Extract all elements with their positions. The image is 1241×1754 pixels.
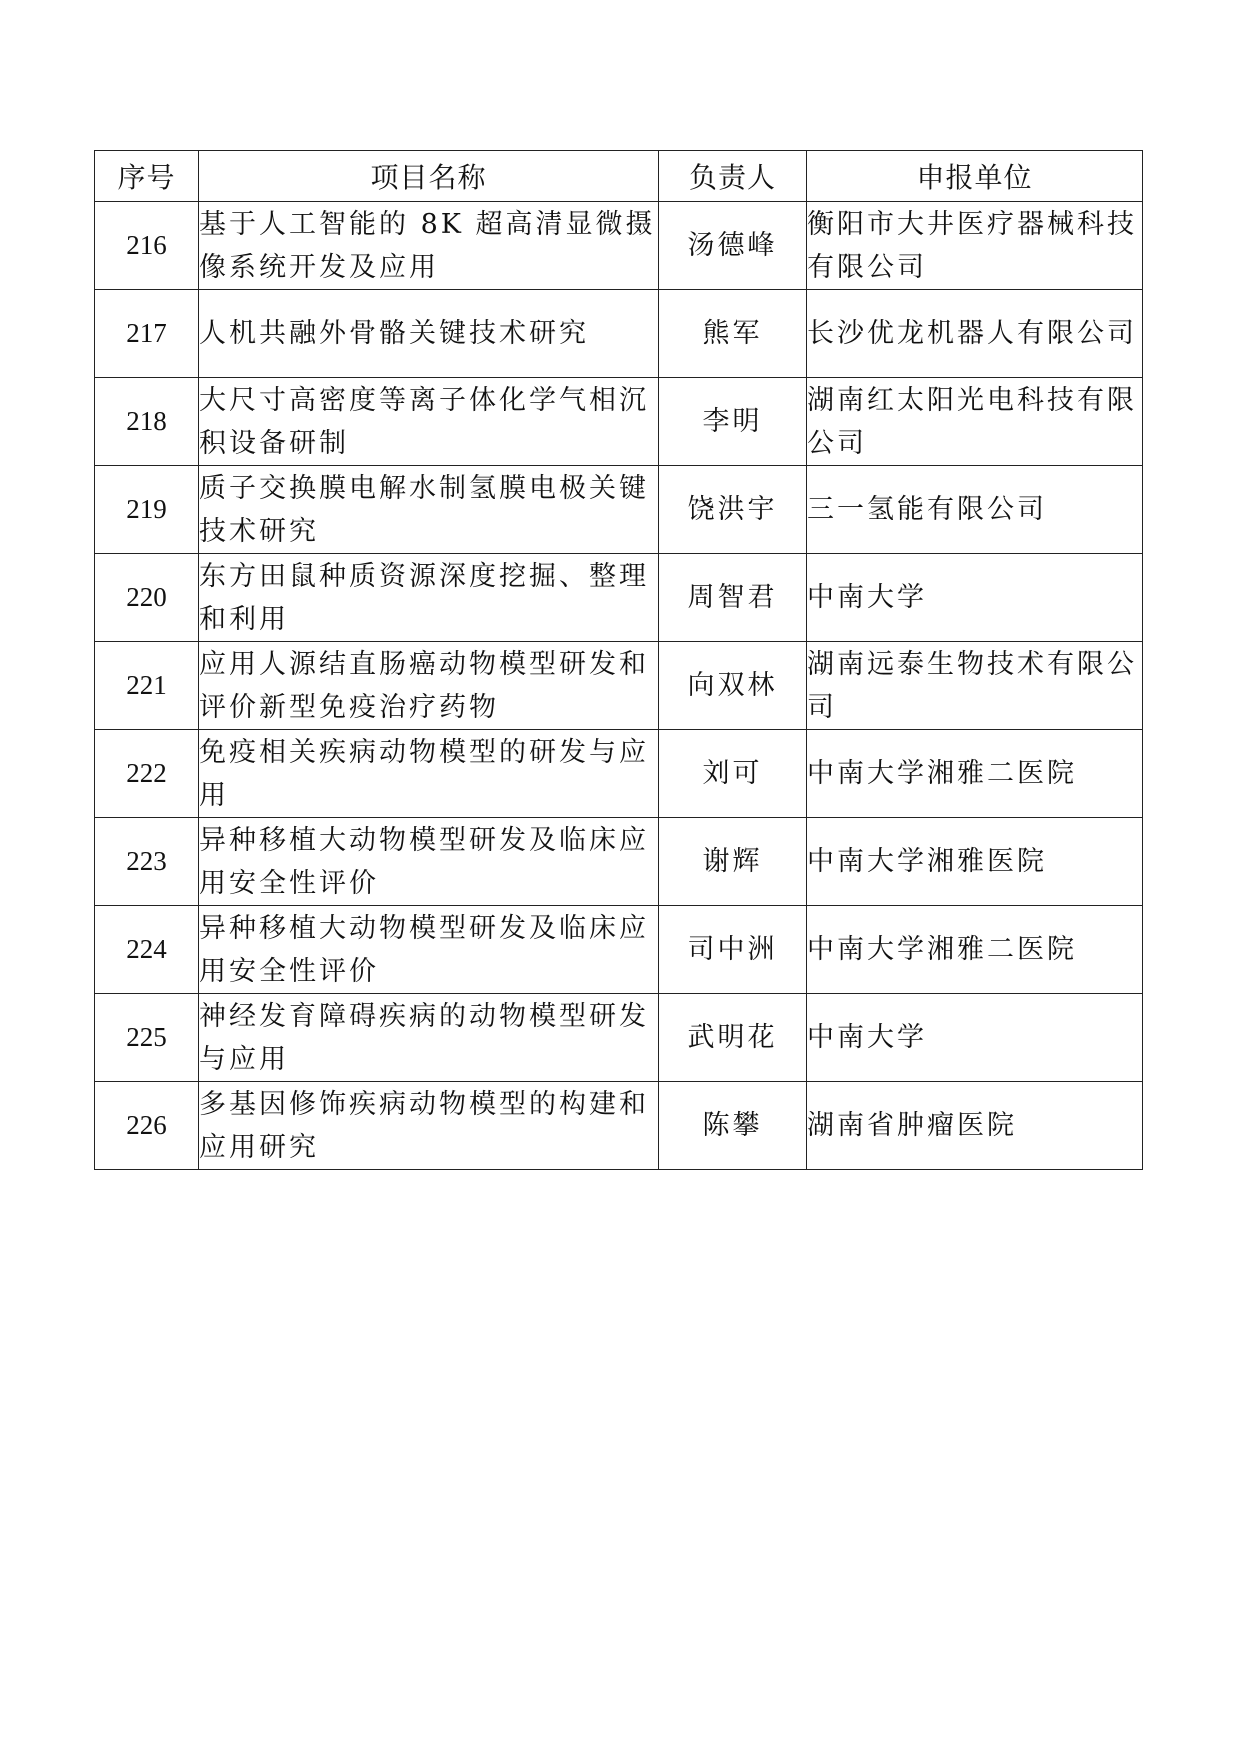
table-body	[95, 202, 1143, 1170]
cell-serial-number: 226	[95, 1082, 199, 1170]
cell-project-name: 异种移植大动物模型研发及临床应用安全性评价	[199, 906, 659, 994]
cell-leader: 武明花	[659, 994, 807, 1082]
cell-leader: 周智君	[659, 554, 807, 642]
cell-leader: 向双林	[659, 642, 807, 730]
table-row	[95, 554, 1143, 642]
cell-project-name: 质子交换膜电解水制氢膜电极关键技术研究	[199, 466, 659, 554]
cell-serial-number: 220	[95, 554, 199, 642]
cell-serial-number: 221	[95, 642, 199, 730]
table-row	[95, 994, 1143, 1082]
cell-applicant-unit: 长沙优龙机器人有限公司	[807, 290, 1143, 378]
cell-project-name: 异种移植大动物模型研发及临床应用安全性评价	[199, 818, 659, 906]
project-table	[94, 150, 1143, 1170]
cell-project-name: 免疫相关疾病动物模型的研发与应用	[199, 730, 659, 818]
cell-serial-number: 222	[95, 730, 199, 818]
cell-serial-number: 219	[95, 466, 199, 554]
cell-applicant-unit: 中南大学	[807, 554, 1143, 642]
cell-project-name: 神经发育障碍疾病的动物模型研发与应用	[199, 994, 659, 1082]
cell-leader: 熊军	[659, 290, 807, 378]
cell-project-name: 东方田鼠种质资源深度挖掘、整理和利用	[199, 554, 659, 642]
cell-serial-number: 225	[95, 994, 199, 1082]
header-leader: 负责人	[659, 151, 807, 202]
table-row	[95, 818, 1143, 906]
table-row	[95, 730, 1143, 818]
cell-leader: 谢辉	[659, 818, 807, 906]
cell-leader: 李明	[659, 378, 807, 466]
header-project-name: 项目名称	[199, 151, 659, 202]
cell-applicant-unit: 中南大学	[807, 994, 1143, 1082]
cell-leader: 汤德峰	[659, 202, 807, 290]
cell-project-name: 多基因修饰疾病动物模型的构建和应用研究	[199, 1082, 659, 1170]
cell-project-name: 人机共融外骨骼关键技术研究	[199, 290, 659, 378]
cell-applicant-unit: 湖南远泰生物技术有限公司	[807, 642, 1143, 730]
table-row	[95, 466, 1143, 554]
cell-applicant-unit: 衡阳市大井医疗器械科技有限公司	[807, 202, 1143, 290]
cell-leader: 刘可	[659, 730, 807, 818]
table-row	[95, 202, 1143, 290]
cell-applicant-unit: 湖南省肿瘤医院	[807, 1082, 1143, 1170]
cell-leader: 饶洪宇	[659, 466, 807, 554]
table-header-row	[95, 151, 1143, 202]
cell-serial-number: 223	[95, 818, 199, 906]
cell-leader: 陈攀	[659, 1082, 807, 1170]
cell-leader: 司中洲	[659, 906, 807, 994]
cell-project-name: 基于人工智能的 8K 超高清显微摄像系统开发及应用	[199, 202, 659, 290]
cell-applicant-unit: 中南大学湘雅二医院	[807, 730, 1143, 818]
cell-applicant-unit: 中南大学湘雅二医院	[807, 906, 1143, 994]
table-row	[95, 642, 1143, 730]
cell-applicant-unit: 中南大学湘雅医院	[807, 818, 1143, 906]
header-applicant-unit: 申报单位	[807, 151, 1143, 202]
table-row	[95, 378, 1143, 466]
header-serial-number: 序号	[95, 151, 199, 202]
cell-project-name: 应用人源结直肠癌动物模型研发和评价新型免疫治疗药物	[199, 642, 659, 730]
cell-serial-number: 216	[95, 202, 199, 290]
cell-serial-number: 217	[95, 290, 199, 378]
table-row	[95, 1082, 1143, 1170]
table-row	[95, 290, 1143, 378]
cell-applicant-unit: 湖南红太阳光电科技有限公司	[807, 378, 1143, 466]
table-row	[95, 906, 1143, 994]
cell-applicant-unit: 三一氢能有限公司	[807, 466, 1143, 554]
cell-project-name: 大尺寸高密度等离子体化学气相沉积设备研制	[199, 378, 659, 466]
cell-serial-number: 224	[95, 906, 199, 994]
cell-serial-number: 218	[95, 378, 199, 466]
